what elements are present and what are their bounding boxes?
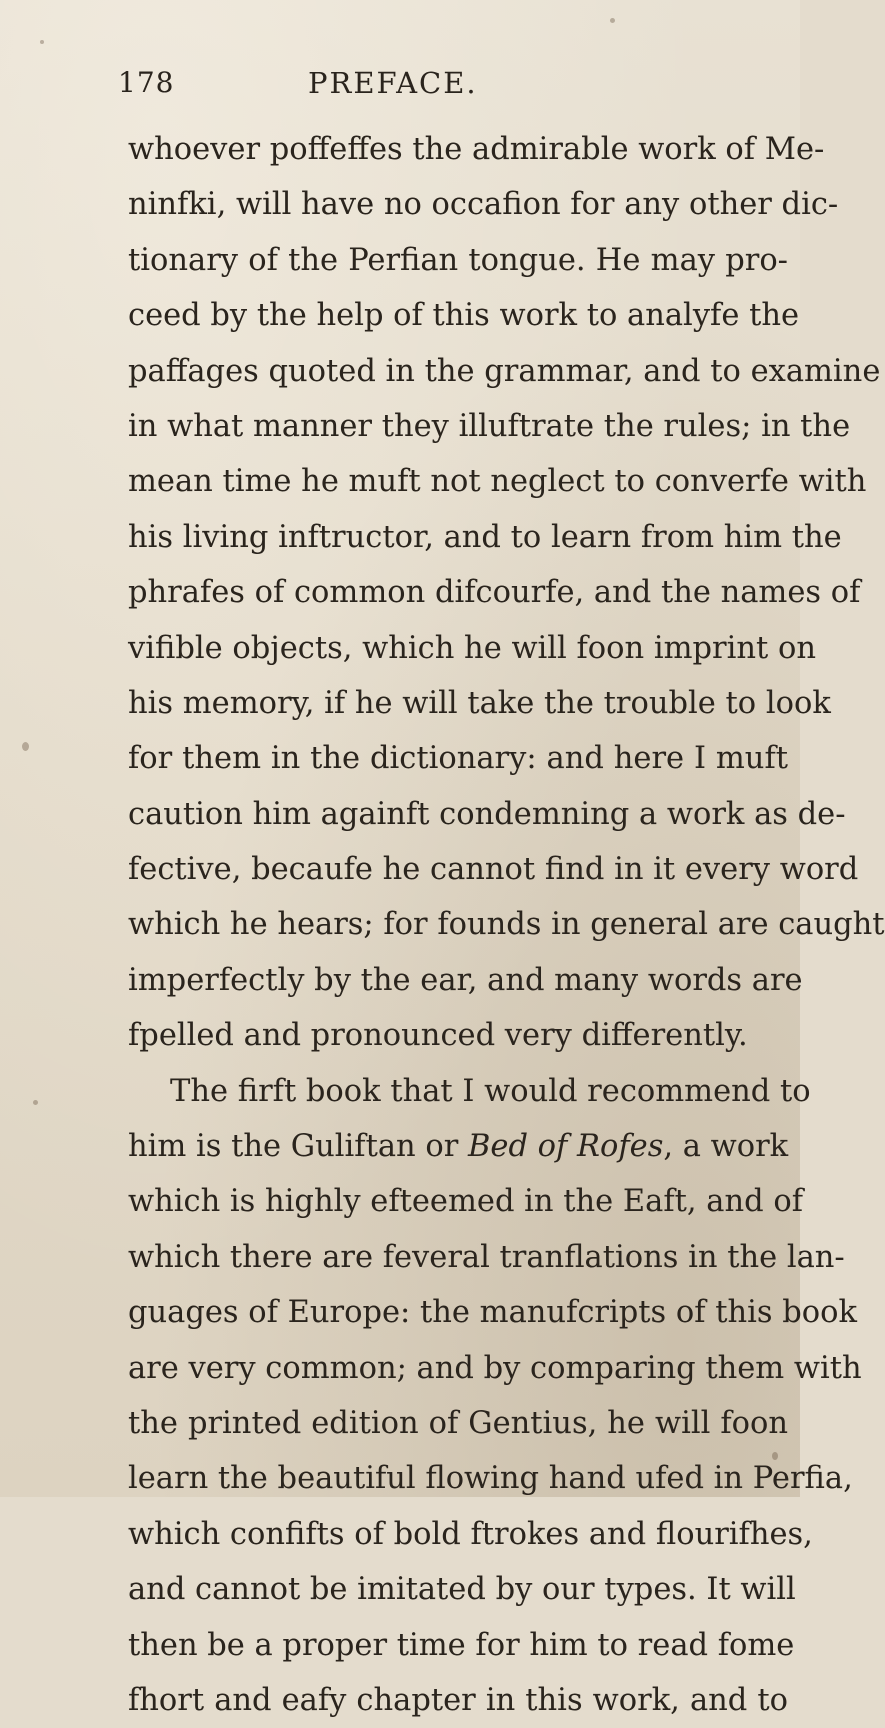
text-line: his memory, if he will take the trouble to look: [128, 685, 831, 721]
text-line: then be a proper time for him to read fome: [128, 1627, 795, 1663]
text-line: mean time he muft not neglect to converfe with: [128, 464, 867, 500]
italic-title: Bed of Rofes: [468, 1129, 664, 1165]
text-line: imperfectly by the ear, and many words are: [128, 962, 803, 998]
paper-speck: [610, 18, 615, 23]
paper-speck: [33, 1100, 38, 1105]
text-line: which there are feveral tranflations in the lan-: [128, 1239, 845, 1275]
text-line: learn the beautiful flowing hand ufed in Perfia,: [128, 1461, 853, 1497]
text-line: fpelled and pronounced very differently.: [128, 1018, 748, 1054]
text-line: which he hears; for founds in general are caught: [128, 907, 885, 943]
paper-speck: [22, 742, 29, 751]
text-line: whoever poffeffes the admirable work of Me-: [128, 132, 825, 167]
page-header: [118, 66, 678, 106]
text-segment: him is the Guliftan or: [128, 1129, 459, 1165]
text-line: fective, becaufe he cannot find in it every word: [128, 852, 859, 888]
page-number: 178: [118, 66, 175, 99]
text-line: the printed edition of Gentius, he will foon: [128, 1405, 788, 1441]
text-line: for them in the dictionary: and here I muft: [128, 741, 788, 777]
text-line: are very common; and by comparing them with: [128, 1350, 862, 1386]
text-line: fhort and eafy chapter in this work, and to: [128, 1682, 788, 1718]
text-line: The firft book that I would recommend to: [170, 1073, 811, 1109]
text-line: ninfki, will have no occafion for any other dic-: [128, 187, 839, 223]
text-line: ceed by the help of this work to analyfe the: [128, 298, 800, 334]
paper-speck: [40, 40, 44, 44]
text-line: vifible objects, which he will foon imprint on: [128, 630, 816, 666]
text-line: phrafes of common difcourfe, and the names of: [128, 575, 861, 611]
text-line: paffages quoted in the grammar, and to examine: [128, 353, 881, 389]
text-line: which is highly efteemed in the Eaft, and of: [128, 1184, 803, 1220]
body-text: [128, 122, 885, 1728]
text-line: caution him againft condemning a work as de-: [128, 796, 846, 832]
text-line: and cannot be imitated by our types. It will: [128, 1572, 796, 1608]
text-segment: , a work: [663, 1129, 789, 1165]
running-head: PREFACE.: [308, 66, 478, 100]
text-line: tionary of the Perfian tongue. He may pro-: [128, 242, 788, 278]
text-line: which confifts of bold ftrokes and flourifhes,: [128, 1516, 813, 1552]
text-line: guages of Europe: the manufcripts of this book: [128, 1295, 857, 1331]
text-line: [128, 1119, 788, 1174]
text-line: in what manner they illuftrate the rules; in the: [128, 408, 851, 444]
text-line: his living inftructor, and to learn from him the: [128, 519, 842, 555]
